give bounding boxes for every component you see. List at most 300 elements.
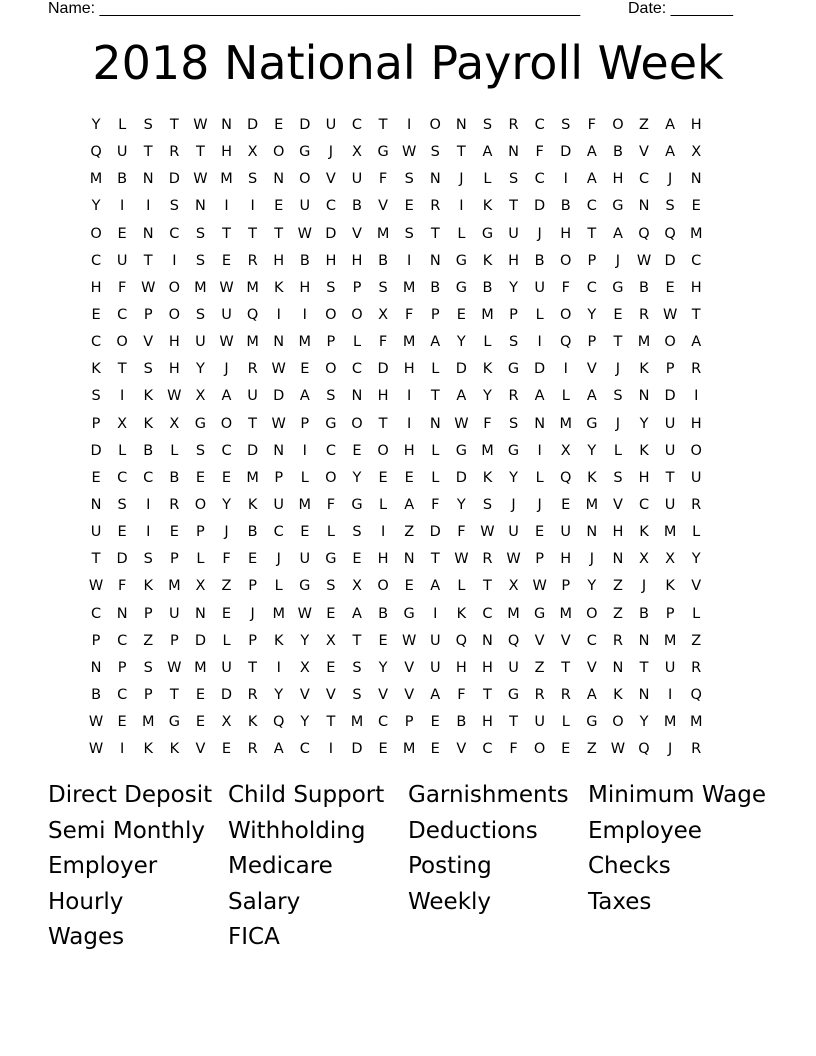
grid-letter: T [378, 415, 388, 432]
grid-letter: G [586, 714, 598, 731]
grid-letter: Q [638, 741, 650, 758]
grid-letter: U [351, 171, 363, 188]
grid-letter: E [456, 306, 466, 323]
grid-letter: F [405, 306, 414, 323]
grid-letter: K [143, 578, 153, 595]
grid-letter: F [457, 686, 466, 703]
grid-letter: J [641, 578, 647, 595]
grid-letter: R [247, 361, 258, 378]
grid-letter: U [508, 225, 519, 242]
grid-letter: P [248, 578, 257, 595]
grid-letter: D [560, 144, 572, 161]
grid-letter: M [298, 496, 312, 513]
grid-letter: H [560, 551, 572, 568]
grid-letter: O [612, 714, 624, 731]
grid-letter: V [534, 632, 545, 649]
grid-letter: S [169, 198, 179, 215]
grid-letter: T [509, 714, 518, 731]
grid-letter: P [535, 551, 545, 568]
grid-letter: R [534, 686, 545, 703]
grid-letter: Y [300, 714, 310, 731]
grid-letter: A [482, 144, 493, 161]
grid-letter: W [610, 741, 626, 758]
grid-letter: O [90, 225, 102, 242]
grid-letter: T [143, 144, 153, 161]
grid-letter: B [143, 442, 154, 459]
grid-letter: N [273, 334, 285, 351]
grid-letter: O [325, 306, 337, 323]
grid-letter: U [116, 144, 128, 161]
grid-letter: B [560, 198, 571, 215]
grid-letter: R [169, 496, 180, 513]
grid-letter: X [325, 632, 336, 649]
grid-letter: E [91, 306, 101, 323]
grid-letter: M [559, 415, 572, 432]
grid-letter: W [297, 225, 312, 242]
grid-letter: B [612, 144, 623, 161]
grid-letter: I [563, 361, 568, 378]
grid-letter: U [690, 469, 702, 486]
grid-letter: R [691, 741, 702, 758]
grid-letter: C [221, 442, 232, 459]
grid-letter: V [352, 225, 362, 242]
grid-letter: R [638, 306, 650, 323]
grid-letter: A [665, 144, 676, 161]
grid-letter: E [91, 469, 101, 486]
grid-letter: O [351, 415, 363, 432]
grid-letter: I [120, 388, 125, 405]
grid-letter: N [638, 198, 650, 215]
grid-letter: T [222, 225, 231, 242]
grid-letter: M [168, 578, 181, 595]
grid-letter: C [90, 605, 102, 622]
grid-letter: W [402, 144, 417, 161]
grid-letter: M [376, 225, 390, 242]
word-list-item: Withholding [228, 817, 366, 844]
grid-letter: M [481, 306, 494, 323]
grid-letter: V [325, 171, 336, 188]
grid-letter: H [273, 252, 285, 269]
grid-letter: R [612, 632, 623, 649]
grid-letter: B [639, 605, 649, 622]
grid-letter: K [247, 496, 258, 513]
grid-letter: E [404, 469, 414, 486]
grid-letter: M [663, 524, 677, 541]
grid-letter: A [299, 388, 310, 405]
grid-letter: R [247, 252, 258, 269]
grid-letter: P [143, 306, 153, 323]
grid-letter: U [90, 524, 102, 541]
grid-letter: U [221, 659, 232, 676]
grid-letter: P [665, 605, 675, 622]
grid-letter: B [378, 252, 389, 269]
grid-letter: Y [300, 632, 310, 649]
grid-letter: R [247, 686, 258, 703]
grid-letter: N [194, 198, 206, 215]
grid-letter: J [537, 225, 542, 242]
grid-letter: L [431, 442, 440, 459]
grid-letter: V [639, 144, 649, 161]
grid-letter: R [430, 198, 441, 215]
word-list-item: Taxes [588, 888, 652, 915]
grid-letter: F [483, 415, 492, 432]
grid-letter: U [664, 415, 676, 432]
grid-letter: L [561, 714, 570, 731]
grid-letter: P [352, 279, 362, 296]
grid-letter: E [274, 198, 284, 215]
grid-letter: T [143, 252, 153, 269]
grid-letter: P [587, 334, 597, 351]
grid-letter: A [586, 686, 597, 703]
grid-letter: U [560, 524, 572, 541]
grid-letter: Y [456, 496, 466, 513]
grid-letter: T [91, 551, 101, 568]
grid-letter: W [297, 605, 312, 622]
grid-letter: T [248, 415, 258, 432]
date-field: Date: _______ [628, 0, 733, 17]
grid-letter: E [378, 469, 388, 486]
grid-letter: L [692, 524, 701, 541]
grid-letter: W [532, 578, 547, 595]
grid-letter: G [612, 198, 624, 215]
grid-letter: V [299, 686, 310, 703]
grid-letter: Y [274, 686, 284, 703]
grid-letter: Q [246, 306, 259, 323]
grid-letter: V [404, 686, 415, 703]
grid-letter: T [274, 225, 284, 242]
grid-letter: G [351, 496, 363, 513]
grid-letter: N [142, 171, 154, 188]
grid-letter: Q [638, 225, 650, 242]
letter-grid [83, 112, 709, 763]
grid-letter: J [511, 496, 516, 513]
grid-letter: H [612, 524, 624, 541]
grid-letter: B [299, 252, 310, 269]
grid-letter: N [273, 171, 285, 188]
grid-letter: Y [509, 279, 518, 296]
grid-letter: T [456, 144, 466, 161]
grid-letter: D [534, 198, 546, 215]
grid-letter: E [169, 524, 179, 541]
grid-letter: C [482, 605, 493, 622]
grid-letter: U [508, 659, 519, 676]
grid-letter: A [612, 225, 623, 242]
grid-letter: T [352, 632, 362, 649]
grid-letter: H [325, 252, 337, 269]
grid-letter: H [168, 361, 180, 378]
grid-letter: N [221, 117, 232, 133]
grid-letter: G [586, 415, 598, 432]
header-fields [48, 0, 748, 20]
grid-letter: R [691, 361, 702, 378]
grid-letter: C [117, 469, 128, 486]
grid-letter: M [402, 334, 416, 351]
grid-letter: I [407, 117, 412, 133]
grid-letter: G [612, 279, 624, 296]
grid-letter: F [561, 279, 570, 296]
grid-letter: J [615, 361, 621, 378]
grid-letter: S [143, 117, 153, 133]
grid-letter: T [248, 659, 258, 676]
grid-letter: I [302, 442, 307, 459]
grid-letter: V [378, 198, 389, 215]
grid-letter: U [247, 388, 258, 405]
grid-letter: U [534, 279, 545, 296]
grid-letter: O [560, 306, 572, 323]
grid-letter: H [508, 252, 519, 269]
grid-letter: G [325, 415, 337, 432]
grid-letter: A [586, 388, 597, 405]
grid-letter: W [480, 524, 495, 541]
grid-letter: L [535, 306, 544, 323]
grid-letter: A [430, 334, 441, 351]
grid-letter: N [142, 225, 154, 242]
grid-letter: X [352, 144, 362, 161]
grid-letter: M [246, 469, 259, 486]
grid-letter: B [169, 469, 180, 486]
grid-letter: E [300, 361, 310, 378]
grid-letter: R [691, 659, 702, 676]
grid-letter: W [271, 415, 286, 432]
grid-letter: C [638, 171, 650, 188]
grid-letter: C [90, 252, 102, 269]
grid-letter: K [482, 361, 493, 378]
grid-letter: J [328, 144, 334, 161]
grid-letter: P [430, 306, 440, 323]
grid-letter: D [273, 388, 285, 405]
grid-letter: S [195, 442, 206, 459]
grid-letter: M [402, 279, 416, 296]
word-list-item: Medicare [228, 853, 333, 880]
grid-letter: W [454, 551, 469, 568]
grid-letter: L [692, 605, 701, 622]
grid-letter: U [116, 252, 128, 269]
name-field: Name: ______________________________________________________ [48, 0, 581, 17]
word-list-item: Employee [588, 817, 702, 844]
grid-letter: Y [691, 551, 701, 568]
grid-letter: Y [639, 415, 649, 432]
grid-letter: V [586, 659, 597, 676]
grid-letter: B [534, 252, 545, 269]
grid-letter: B [247, 524, 258, 541]
grid-letter: S [326, 279, 336, 296]
grid-letter: D [247, 117, 259, 133]
grid-letter: T [483, 686, 492, 703]
grid-letter: I [407, 252, 412, 269]
grid-letter: M [141, 714, 155, 731]
grid-letter: O [377, 578, 389, 595]
grid-letter: E [326, 659, 336, 676]
grid-letter: D [220, 686, 233, 703]
grid-letter: I [380, 524, 386, 541]
grid-letter: N [638, 632, 650, 649]
grid-letter: M [298, 334, 312, 351]
grid-letter: K [169, 741, 180, 758]
grid-letter: Z [639, 117, 649, 133]
grid-letter: D [664, 252, 676, 269]
grid-letter: N [690, 171, 702, 188]
grid-letter: R [560, 686, 571, 703]
grid-letter: G [507, 442, 520, 459]
grid-letter: U [325, 117, 337, 133]
grid-letter: E [430, 741, 440, 758]
grid-letter: X [169, 415, 180, 432]
grid-letter: H [690, 279, 702, 296]
grid-letter: S [352, 524, 362, 541]
grid-letter: L [170, 442, 179, 459]
grid-letter: T [561, 659, 571, 676]
grid-letter: J [537, 496, 542, 513]
grid-letter: T [195, 144, 205, 161]
grid-letter: D [534, 361, 546, 378]
grid-letter: K [482, 252, 493, 269]
grid-letter: M [246, 279, 259, 296]
grid-letter: M [272, 605, 285, 622]
word-list-item: Weekly [408, 888, 492, 915]
word-list-item: Checks [588, 853, 671, 880]
grid-letter: J [589, 551, 594, 568]
grid-letter: G [507, 686, 520, 703]
grid-letter: D [116, 551, 128, 568]
grid-letter: P [143, 605, 153, 622]
grid-letter: K [587, 469, 597, 486]
grid-letter: C [90, 334, 102, 351]
grid-letter: Y [483, 388, 492, 405]
grid-letter: L [196, 551, 205, 568]
grid-letter: E [430, 714, 440, 731]
grid-letter: E [248, 551, 258, 568]
grid-letter: K [143, 415, 153, 432]
grid-letter: Z [612, 605, 623, 622]
grid-letter: F [117, 279, 127, 296]
grid-letter: N [612, 551, 624, 568]
grid-letter: J [224, 524, 229, 541]
grid-letter: H [690, 415, 702, 432]
word-list-item: Hourly [48, 888, 124, 915]
grid-letter: W [88, 741, 104, 758]
grid-letter: P [169, 632, 179, 649]
grid-letter: M [220, 171, 233, 188]
grid-letter: K [482, 469, 493, 486]
grid-letter: U [508, 524, 519, 541]
grid-letter: E [221, 252, 232, 269]
grid-letter: J [667, 171, 673, 188]
grid-letter: S [326, 388, 336, 405]
grid-letter: W [219, 279, 234, 296]
grid-letter: O [612, 117, 624, 133]
grid-letter: F [378, 334, 388, 351]
grid-letter: H [221, 144, 232, 161]
grid-letter: U [664, 442, 676, 459]
grid-letter: O [325, 469, 337, 486]
grid-letter: O [586, 605, 598, 622]
grid-letter: D [247, 442, 259, 459]
grid-letter: H [403, 442, 415, 459]
grid-letter: U [299, 551, 311, 568]
grid-letter: P [196, 524, 205, 541]
grid-letter: G [507, 361, 520, 378]
grid-letter: U [429, 659, 441, 676]
grid-letter: U [299, 198, 311, 215]
word-list-item: Wages [48, 924, 125, 951]
grid-letter: X [195, 388, 206, 405]
grid-letter: P [561, 578, 571, 595]
grid-letter: B [482, 279, 493, 296]
word-list-item: Employer [48, 853, 158, 880]
grid-letter: P [91, 415, 101, 432]
grid-letter: O [560, 252, 572, 269]
grid-letter: Y [222, 496, 231, 513]
grid-letter: U [221, 306, 232, 323]
grid-letter: Q [560, 334, 572, 351]
grid-letter: M [559, 605, 572, 622]
grid-letter: N [586, 524, 598, 541]
grid-letter: X [508, 578, 519, 595]
grid-letter: P [117, 659, 127, 676]
grid-letter: O [377, 442, 389, 459]
grid-letter: J [615, 415, 621, 432]
grid-letter: W [636, 252, 652, 269]
grid-letter: O [272, 144, 285, 161]
grid-letter: Q [560, 469, 572, 486]
grid-letter: C [169, 225, 180, 242]
grid-letter: W [219, 334, 234, 351]
grid-letter: W [167, 388, 182, 405]
grid-letter: I [407, 415, 412, 432]
grid-letter: S [378, 279, 388, 296]
grid-letter: J [224, 361, 229, 378]
grid-letter: A [534, 388, 545, 405]
grid-letter: Y [456, 334, 466, 351]
grid-letter: C [299, 741, 310, 758]
grid-letter: P [300, 415, 310, 432]
grid-letter: E [561, 741, 571, 758]
grid-letter: A [430, 578, 441, 595]
grid-letter: N [482, 632, 493, 649]
grid-letter: S [248, 171, 258, 188]
grid-letter: E [613, 306, 623, 323]
grid-letter: I [537, 442, 542, 459]
grid-letter: D [90, 442, 102, 459]
grid-letter: T [169, 117, 179, 133]
grid-letter: T [613, 334, 623, 351]
word-list-item: Salary [228, 888, 301, 915]
grid-letter: I [667, 686, 673, 703]
grid-letter: F [431, 496, 440, 513]
grid-letter: I [459, 198, 464, 215]
grid-letter: Y [639, 714, 649, 731]
grid-letter: M [481, 442, 494, 459]
grid-letter: X [691, 144, 702, 161]
grid-letter: D [377, 361, 389, 378]
grid-letter: V [325, 686, 336, 703]
grid-letter: M [637, 334, 651, 351]
grid-letter: S [143, 361, 153, 378]
grid-letter: M [689, 714, 703, 731]
grid-letter: T [665, 469, 675, 486]
grid-letter: E [691, 198, 701, 215]
grid-letter: P [248, 632, 257, 649]
grid-letter: P [91, 632, 101, 649]
grid-letter: G [299, 578, 311, 595]
grid-letter: U [534, 714, 545, 731]
grid-letter: C [586, 279, 597, 296]
grid-letter: Q [272, 714, 285, 731]
grid-letter: C [534, 171, 545, 188]
grid-letter: J [459, 171, 464, 188]
grid-letter: N [534, 415, 546, 432]
grid-letter: X [221, 714, 232, 731]
